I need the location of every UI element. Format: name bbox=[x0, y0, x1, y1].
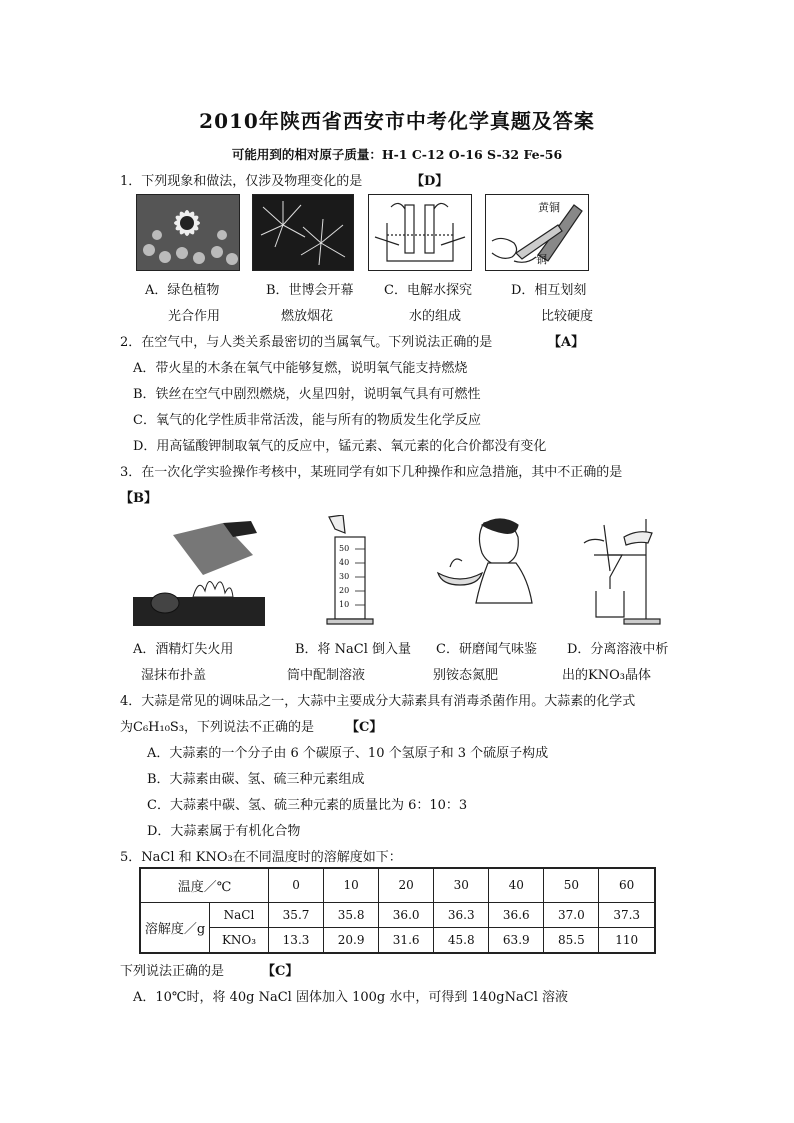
table-cell: 31.6 bbox=[379, 927, 434, 953]
scratch-hardness-image bbox=[485, 194, 589, 271]
temp-cell: 10 bbox=[324, 868, 379, 902]
table-cell: 63.9 bbox=[489, 927, 544, 953]
table-row bbox=[140, 902, 655, 927]
q3-option-a-line2: 湿抹布扑盖 bbox=[141, 668, 207, 683]
table-cell: 36.0 bbox=[379, 902, 434, 927]
q1-option-c-line2: 水的组成 bbox=[409, 309, 462, 324]
label-brass: 黄铜 bbox=[538, 201, 560, 214]
q5-stem: 5．NaCl 和 KNO₃在不同温度时的溶解度如下： bbox=[120, 850, 402, 865]
q5-option-a: A．10℃时，将 40g NaCl 固体加入 100g 水中，可得到 140gNaCl 溶液 bbox=[133, 990, 568, 1005]
tick-50: 50 bbox=[339, 544, 350, 553]
temp-cell: 60 bbox=[599, 868, 655, 902]
table-cell: 110 bbox=[599, 927, 655, 953]
temperature-header: 温度／℃ bbox=[140, 868, 269, 902]
row-name-kno3: KNO₃ bbox=[210, 927, 269, 953]
solubility-label: 溶解度／g bbox=[140, 902, 210, 953]
q1-stem: 1．下列现象和做法，仅涉及物理变化的是 bbox=[120, 174, 363, 189]
row-name-nacl: NaCl bbox=[210, 902, 269, 927]
q1-option-b-line2: 燃放烟花 bbox=[281, 309, 334, 324]
tick-30: 30 bbox=[339, 572, 350, 581]
q3-stem: 3．在一次化学实验操作考核中，某班同学有如下几种操作和应急措施，其中不正确的是 bbox=[120, 465, 623, 480]
q1-answer: 【D】 bbox=[411, 174, 449, 189]
q2-answer: 【A】 bbox=[548, 335, 585, 350]
q4-stem-line1: 4．大蒜是常见的调味品之一，大蒜中主要成分大蒜素具有消毒杀菌作用。大蒜素的化学式 bbox=[120, 694, 636, 709]
q1-option-c-line1: C．电解水探究 bbox=[384, 283, 472, 298]
table-cell: 35.7 bbox=[269, 902, 324, 927]
table-cell: 37.0 bbox=[544, 902, 599, 927]
table-cell: 45.8 bbox=[434, 927, 489, 953]
q3-option-d-line2: 出的KNO₃晶体 bbox=[562, 668, 651, 683]
q3-option-a-line1: A．酒精灯失火用 bbox=[133, 642, 234, 657]
solubility-table bbox=[139, 867, 656, 954]
q5-answer: 【C】 bbox=[262, 964, 299, 979]
electrolysis-image bbox=[368, 194, 472, 271]
q3-option-c-line2: 别铵态氮肥 bbox=[433, 668, 499, 683]
q1-option-a-line2: 光合作用 bbox=[168, 309, 221, 324]
q2-stem: 2．在空气中，与人类关系最密切的当属氧气。下列说法正确的是 bbox=[120, 335, 493, 350]
temp-cell: 40 bbox=[489, 868, 544, 902]
q4-option-a: A．大蒜素的一个分子由 6 个碳原子、10 个氢原子和 3 个硫原子构成 bbox=[147, 746, 549, 761]
page-title: 2010年陕西省西安市中考化学真题及答案 bbox=[199, 109, 595, 133]
sunflower-image bbox=[136, 194, 240, 271]
q3-option-d-line1: D．分离溶液中析 bbox=[567, 642, 669, 657]
q2-option-b: B．铁丝在空气中剧烈燃烧，火星四射，说明氧气具有可燃性 bbox=[133, 387, 481, 402]
boy-smelling-image bbox=[428, 515, 538, 626]
temp-cell: 0 bbox=[269, 868, 324, 902]
table-cell: 35.8 bbox=[324, 902, 379, 927]
q4-stem-line2: 为C₆H₁₀S₃，下列说法不正确的是 bbox=[120, 720, 315, 735]
temp-cell: 50 bbox=[544, 868, 599, 902]
q3-answer: 【B】 bbox=[120, 491, 157, 506]
q1-option-a-line1: A．绿色植物 bbox=[145, 283, 220, 298]
table-row bbox=[140, 927, 655, 953]
q4-answer: 【C】 bbox=[346, 720, 383, 735]
q2-option-c: C．氧气的化学性质非常活泼，能与所有的物质发生化学反应 bbox=[133, 413, 481, 428]
q3-option-b-line1: B．将 NaCl 倒入量 bbox=[295, 642, 412, 657]
table-cell: 36.6 bbox=[489, 902, 544, 927]
table-cell: 20.9 bbox=[324, 927, 379, 953]
alcohol-lamp-fire-image bbox=[133, 515, 265, 626]
table-cell: 85.5 bbox=[544, 927, 599, 953]
label-copper: 铜 bbox=[536, 253, 547, 266]
temp-cell: 30 bbox=[434, 868, 489, 902]
filtration-image bbox=[574, 515, 662, 626]
measuring-cylinder-image bbox=[325, 515, 380, 626]
fireworks-image bbox=[252, 194, 354, 271]
q2-option-a: A．带火星的木条在氧气中能够复燃，说明氧气能支持燃烧 bbox=[133, 361, 468, 376]
table-cell: 37.3 bbox=[599, 902, 655, 927]
q2-option-d: D．用高锰酸钾制取氧气的反应中，锰元素、氧元素的化合价都没有变化 bbox=[133, 439, 547, 454]
tick-20: 20 bbox=[339, 586, 350, 595]
q3-option-c-line1: C．研磨闻气味鉴 bbox=[436, 642, 537, 657]
q4-option-c: C．大蒜素中碳、氢、硫三种元素的质量比为 6：10：3 bbox=[147, 798, 468, 813]
q4-option-b: B．大蒜素由碳、氢、硫三种元素组成 bbox=[147, 772, 365, 787]
q1-option-d-line1: D．相互划刻 bbox=[511, 283, 587, 298]
q1-option-d-line2: 比较硬度 bbox=[541, 309, 594, 324]
table-cell: 36.3 bbox=[434, 902, 489, 927]
q5-after-text: 下列说法正确的是 bbox=[120, 964, 225, 979]
temp-cell: 20 bbox=[379, 868, 434, 902]
table-cell: 13.3 bbox=[269, 927, 324, 953]
tick-40: 40 bbox=[339, 558, 350, 567]
q1-option-b-line1: B．世博会开幕 bbox=[266, 283, 354, 298]
q3-option-b-line2: 筒中配制溶液 bbox=[287, 668, 366, 683]
atomic-masses-note: 可能用到的相对原子质量：H-1 C-12 O-16 S-32 Fe-56 bbox=[231, 147, 563, 162]
q4-option-d: D．大蒜素属于有机化合物 bbox=[147, 824, 301, 839]
table-row bbox=[140, 868, 655, 902]
tick-10: 10 bbox=[339, 600, 350, 609]
